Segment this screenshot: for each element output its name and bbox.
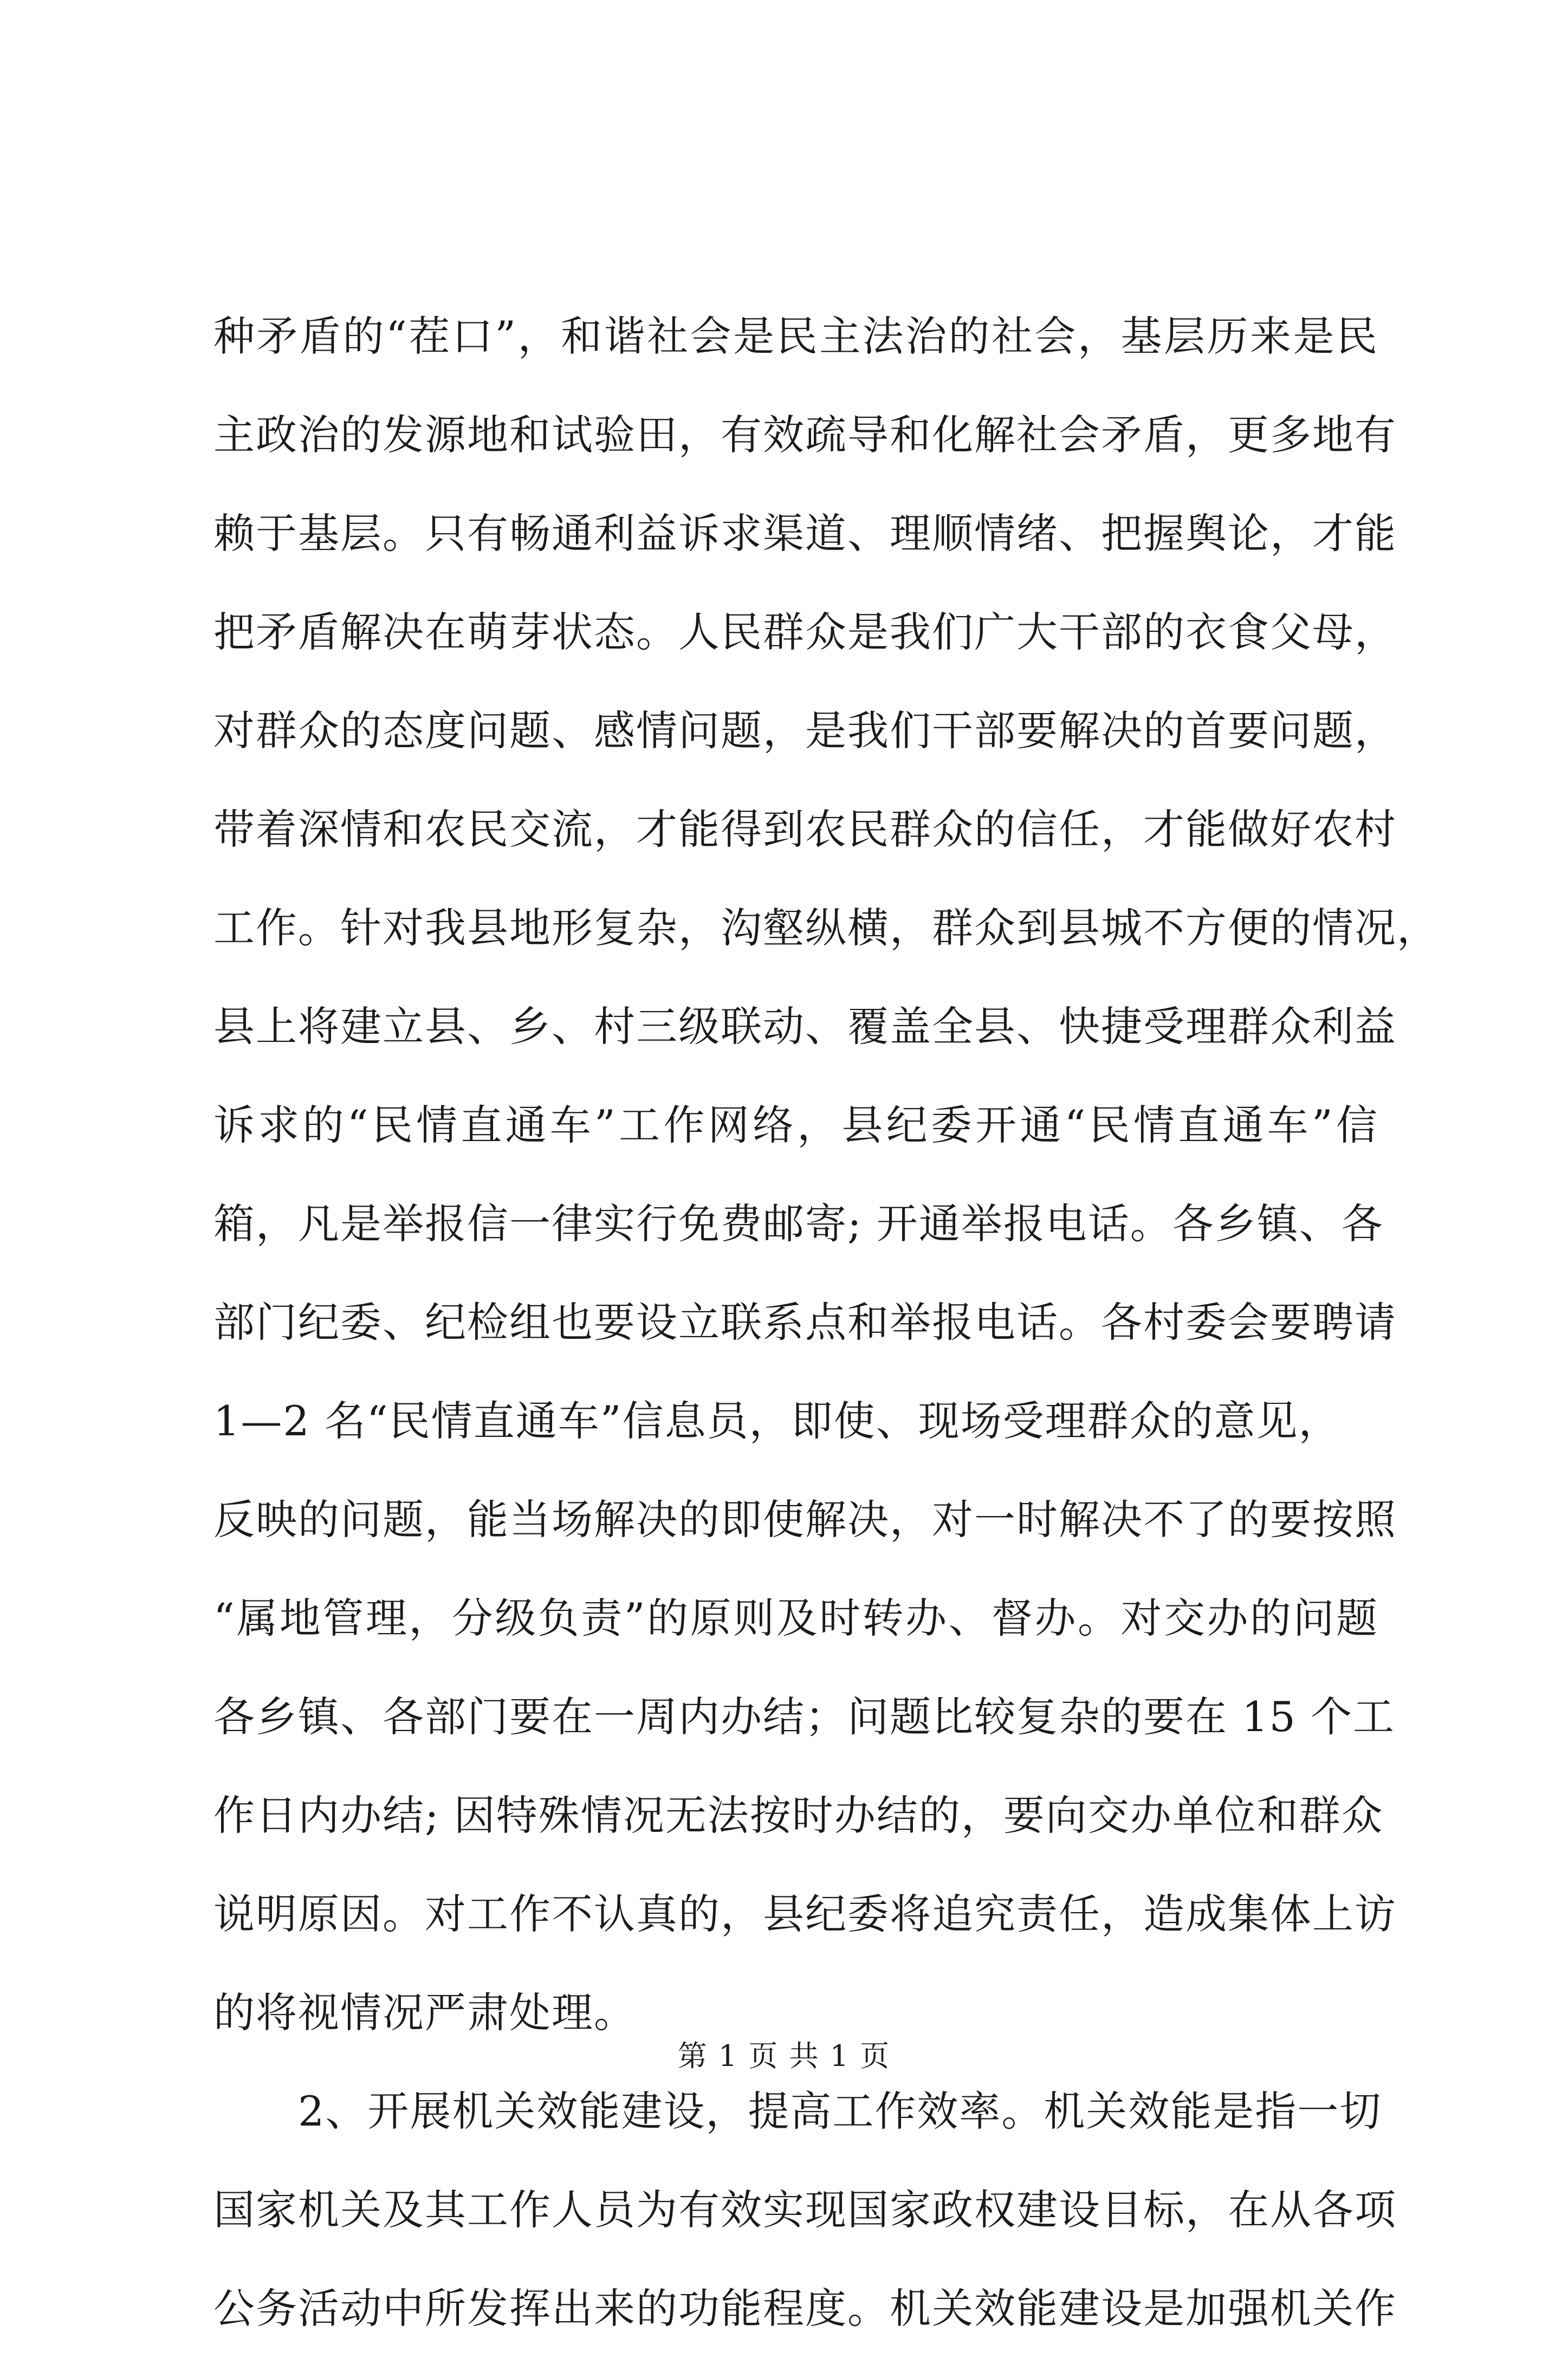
- text-line: 部门纪委、纪检组也要设立联系点和举报电话。各村委会要聘请: [213, 1298, 1397, 1346]
- text-line: 的将视情况严肃处理。: [213, 1988, 636, 2037]
- text-line: 把矛盾解决在萌芽状态。人民群众是我们广大干部的衣食父母，: [213, 608, 1397, 656]
- text-line: 对群众的态度问题、感情问题，是我们干部要解决的首要问题，: [213, 707, 1397, 755]
- text-line: 赖于基层。只有畅通利益诉求渠道、理顺情绪、把握舆论，才能: [213, 509, 1397, 558]
- text-line: 带着深情和农民交流，才能得到农民群众的信任，才能做好农村: [213, 805, 1397, 853]
- text-line: 反映的问题，能当场解决的即使解决，对一时解决不了的要按照: [213, 1495, 1397, 1544]
- text-line: 箱，凡是举报信一律实行免费邮寄; 开通举报电话。各乡镇、各: [213, 1200, 1384, 1248]
- text-line: 诉求的“民情直通车”工作网络，县纪委开通“民情直通车”信: [213, 1101, 1378, 1149]
- text-line: 公务活动中所发挥出来的功能程度。机关效能建设是加强机关作: [213, 2284, 1397, 2333]
- text-line: 各乡镇、各部门要在一周内办结；问题比较复杂的要在 15 个工: [213, 1693, 1396, 1741]
- text-line: 说明原因。对工作不认真的，县纪委将追究责任，造成集体上访: [213, 1890, 1397, 1938]
- text-line: 县上将建立县、乡、村三级联动、覆盖全县、快捷受理群众利益: [213, 1002, 1397, 1051]
- text-line: 工作。针对我县地形复杂，沟壑纵横，群众到县城不方便的情况，: [213, 904, 1439, 952]
- text-line: 国家机关及其工作人员为有效实现国家政权建设目标，在从各项: [213, 2186, 1397, 2234]
- text-line: 主政治的发源地和试验田，有效疏导和化解社会矛盾，更多地有: [213, 411, 1397, 459]
- text-line: 作日内办结; 因特殊情况无法按时办结的，要向交办单位和群众: [213, 1791, 1384, 1839]
- text-line: “属地管理，分级负责”的原则及时转办、督办。对交办的问题: [213, 1594, 1378, 1642]
- text-line: 种矛盾的“茬口”，和谐社会是民主法治的社会，基层历来是民: [213, 312, 1378, 360]
- text-line: 1—2 名“民情直通车”信息员，即使、现场受理群众的意见，: [213, 1397, 1341, 1445]
- page-footer: 第 1 页 共 1 页: [677, 2039, 891, 2073]
- text-line: 2、开展机关效能建设，提高工作效率。机关效能是指一切: [213, 2087, 1382, 2135]
